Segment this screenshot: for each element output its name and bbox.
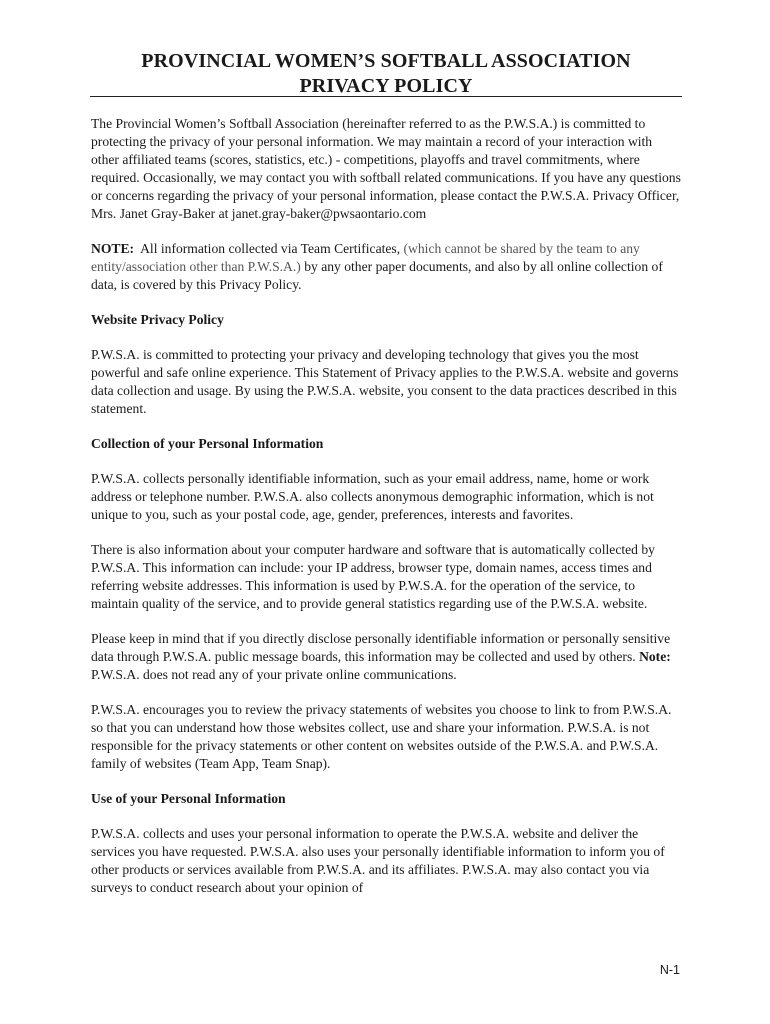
note-text-1: All information collected via Team Certificates,: [140, 241, 401, 256]
collection-paragraph-3: [91, 630, 683, 684]
note-label: NOTE:: [91, 241, 135, 256]
collection-note-label: Note:: [639, 649, 671, 664]
title-line-1: PROVINCIAL WOMEN’S SOFTBALL ASSOCIATION: [141, 50, 631, 72]
heading-collection: Collection of your Personal Information: [91, 436, 324, 451]
heading-website-privacy: Website Privacy Policy: [91, 312, 224, 327]
document-body: [91, 115, 683, 914]
page-number: N-1: [659, 963, 680, 977]
intro-paragraph: The Provincial Women’s Softball Association (hereinafter referred to as the P.W.S.A.) is committed to protecting the privacy of your personal information. We may maintain a record of your interaction with other affiliated teams (scores, statistics, etc.) - competitions, playoffs and travel commitments, where required. Occasionally, we may contact you with softball related communications. If you have any questions or concerns regarding the privacy of your personal information, please contact the P.W.S.A. Privacy Officer, Mrs. Janet Gray-Baker at janet.gray-baker@pwsaontario.com: [91, 116, 681, 221]
collection-paragraph-3-text-1: Please keep in mind that if you directly disclose personally identifiable information or personally sensitive data through P.W.S.A. public message boards, this information may be collected and used by others.: [91, 631, 671, 664]
collection-paragraph-4: P.W.S.A. encourages you to review the privacy statements of websites you choose to link to from P.W.S.A. so that you can understand how those websites collect, use and share your information. P.W.S.A. is not responsible for the privacy statements or other content on websites outside of the P.W.S.A. and P.W.S.A. family of websites (Team App, Team Snap).: [91, 702, 672, 771]
note-text-2: (which cannot be shared by the team to any entity/association other than P.W.S.A.): [91, 241, 640, 274]
title-divider: [90, 96, 682, 97]
note-paragraph: [91, 240, 683, 294]
collection-paragraph-3-text-2: P.W.S.A. does not read any of your private online communications.: [91, 667, 457, 682]
note-text-3: by any other paper documents, and also by all online collection of data, is covered by this Privacy Policy.: [91, 259, 663, 292]
use-paragraph: P.W.S.A. collects and uses your personal information to operate the P.W.S.A. website and deliver the services you have requested. P.W.S.A. also uses your personally identifiable information to inform you of other products or services available from P.W.S.A. and its affiliates. P.W.S.A. may also contact you via surveys to conduct research about your opinion of: [91, 826, 665, 895]
collection-paragraph-1: P.W.S.A. collects personally identifiable information, such as your email address, name, home or work address or telephone number. P.W.S.A. also collects anonymous demographic information, which is not unique to you, such as your postal code, age, gender, preferences, interests and favorites.: [91, 471, 654, 522]
document-title: [90, 49, 682, 99]
heading-use: Use of your Personal Information: [91, 791, 286, 806]
website-paragraph: P.W.S.A. is committed to protecting your privacy and developing technology that gives you the most powerful and safe online experience. This Statement of Privacy applies to the P.W.S.A. website and governs data collection and usage. By using the P.W.S.A. website, you consent to the data practices described in this statement.: [91, 347, 679, 416]
title-line-2: PRIVACY POLICY: [299, 75, 473, 97]
collection-paragraph-2: There is also information about your computer hardware and software that is automatically collected by P.W.S.A. This information can include: your IP address, browser type, domain names, access times and referring website addresses. This information is used by P.W.S.A. for the operation of the service, to maintain quality of the service, and to provide general statistics regarding use of the P.W.S.A. website.: [91, 542, 655, 611]
